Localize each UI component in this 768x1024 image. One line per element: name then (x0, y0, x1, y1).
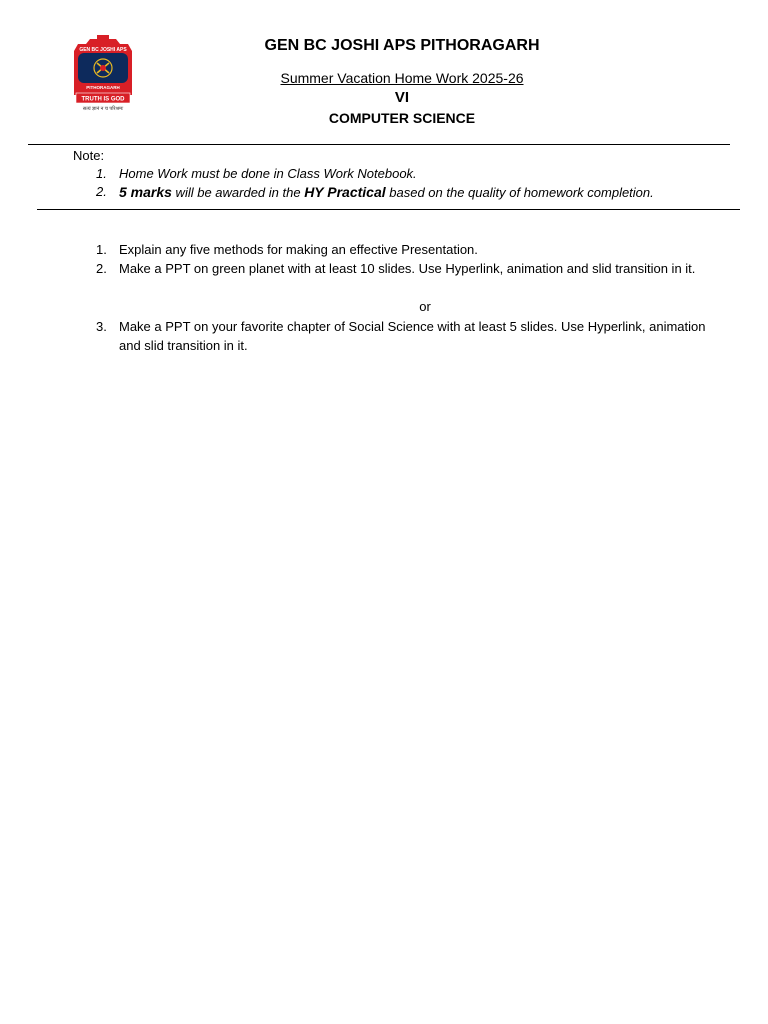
question-text: Explain any five methods for making an effective Presentation. (119, 242, 478, 257)
note-number: 2. (96, 184, 107, 199)
question-text: Make a PPT on your favorite chapter of Social Science with at least 5 slides. Use Hyperlink, animation and slid transition in it. (119, 319, 706, 353)
note-label: Note: (73, 148, 105, 163)
or-separator: or (419, 299, 431, 314)
divider-bottom (37, 209, 740, 210)
homework-title: Summer Vacation Home Work 2025-26 (280, 70, 524, 86)
class-name: VI (394, 89, 410, 106)
subject-name: COMPUTER SCIENCE (328, 110, 476, 126)
note-number: 1. (96, 166, 107, 181)
logo-subtext: सत्यं ज्ञानं न च परिश्रमः (82, 106, 124, 112)
question-item (96, 259, 726, 278)
question-item (96, 240, 726, 259)
note-text-end: based on the quality of homework completion. (385, 185, 654, 200)
logo-top-text: GEN BC JOSHI APS (79, 47, 127, 53)
question-number: 2. (96, 261, 107, 276)
logo-school-text: PITHORAGARH (86, 85, 120, 90)
question-number: 1. (96, 242, 107, 257)
question-item (96, 317, 726, 355)
marks-emphasis: 5 marks (119, 184, 172, 200)
divider-top (28, 144, 730, 145)
note-text: Home Work must be done in Class Work Notebook. (119, 166, 417, 181)
note-text-mid: will be awarded in the (171, 185, 305, 200)
question-text: Make a PPT on green planet with at least 10 slides. Use Hyperlink, animation and slid transition in it. (119, 261, 696, 276)
school-name: GEN BC JOSHI APS PITHORAGARH (264, 37, 540, 54)
logo-motto: TRUTH IS GOD (81, 96, 125, 103)
question-number: 3. (96, 319, 107, 334)
note-text (119, 184, 654, 200)
practical-emphasis: HY Practical (304, 184, 386, 200)
